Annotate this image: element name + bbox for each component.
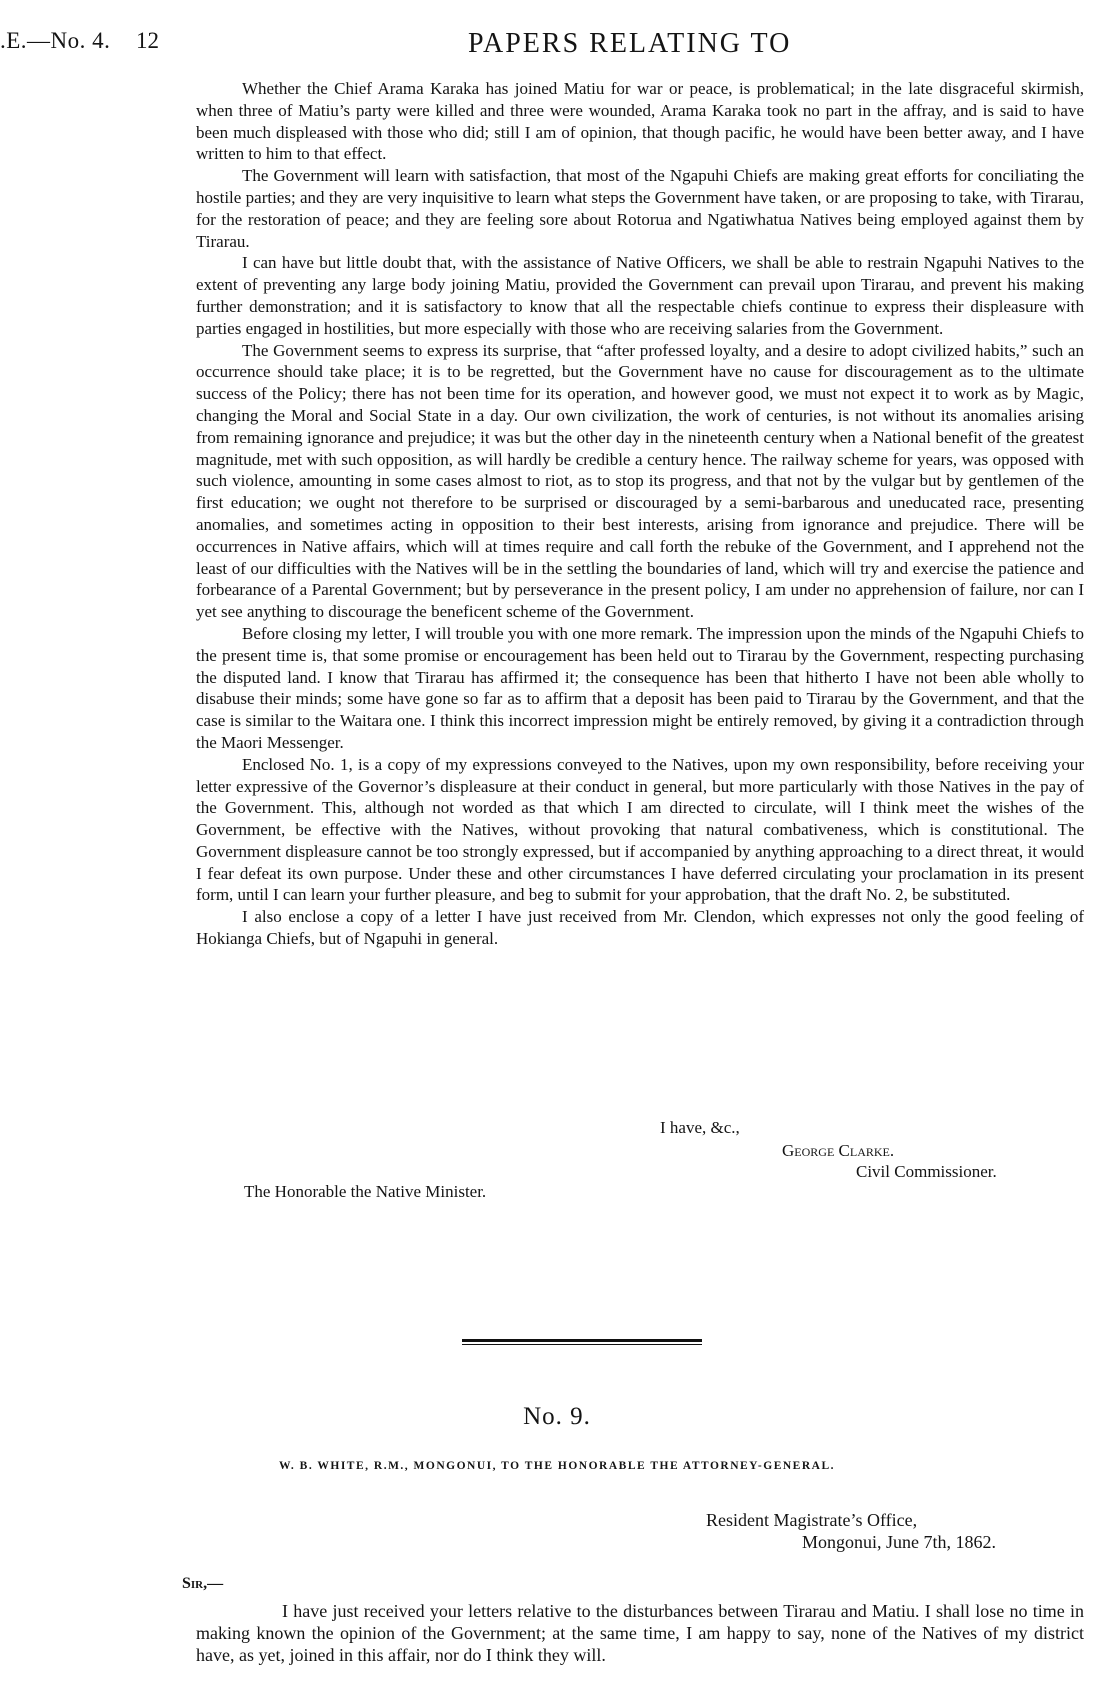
section-divider	[462, 1339, 702, 1342]
paragraph: Whether the Chief Arama Karaka has joined Matiu for war or peace, is problematical; in the late disgraceful skirmish, when three of Matiu’s party were killed and three were wounded, Arama Karaka took no part in the affray, and is said to have been much displeased with those who did; still I am of opinion, that though pacific, he would have been better away, and I have written to him to that effect.	[196, 79, 1084, 164]
section-heading: No. 9.	[523, 1403, 591, 1430]
addressee: The Honorable the Native Minister.	[244, 1182, 487, 1201]
paragraph: I also enclose a copy of a letter I have just received from Mr. Clendon, which expresses not only the good feeling of Hokianga Chiefs, but of Ngapuhi in general.	[196, 907, 1084, 949]
salutation: Sir,—	[182, 1575, 224, 1592]
page-number: 12	[136, 28, 159, 53]
paragraph: Before closing my letter, I will trouble you with one more remark. The impression upon the minds of the Ngapuhi Chiefs to the present time is, that some promise or encouragement has been held out to Tirarau by the Government, respecting purchasing the disputed land. I know that Tirarau has affirmed it; the consequence has been that hitherto I have not been able wholly to disabuse their minds; some have gone so far as to affirm that a deposit has been paid to Tirarau by the Government, and that the case is similar to the Waitara one. I think this incorrect impression might be entirely removed, by giving it a contradiction through the Maori Messenger.	[196, 623, 1084, 752]
paragraph: I can have but little doubt that, with the assistance of Native Officers, we shall be able to restrain Ngapuhi Natives to the extent of preventing any large body joining Matiu, provided the Government can prevail upon Tirarau, and prevent his making further demonstration; and it is satisfactory to know that all the respectable chiefs continue to express their displeasure with parties engaged in hostilities, but more especially with those who are receiving salaries from the Government.	[196, 253, 1084, 338]
paragraph: The Government will learn with satisfaction, that most of the Ngapuhi Chiefs are making great efforts for conciliating the hostile parties; and they are very inquisitive to learn what steps the Government have taken, or are proposing to take, with Tirarau, for the restoration of peace; and they are feeling sore about Rotorua and Ngatiwhatua Natives being employed against them by Tirarau.	[196, 166, 1084, 251]
paragraph: The Government seems to express its surprise, that “after professed loyalty, and a desire to adopt civilized habits,” such an occurrence should take place; it is to be regretted, but the Government have no cause for discouragement as to the ultimate success of the Policy; there has not been time for its operation, and however good, we must not expect it to work as by Magic, changing the Moral and Social State in a day. Our own civilization, the work of centuries, is not without its anomalies arising from remaining ignorance and prejudice; it was but the other day in the nineteenth century when a National benefit of the greatest magnitude, met with such opposition, as will hardly be credible a century hence. The railway scheme for years, was opposed with such violence, amounting in some cases almost to riot, as to stop its progress, and that not by the vulgar but by gentlemen of the first education; we ought not therefore to be surprised or discouraged by a semi-barbarous and uneducated race, presenting anomalies, and sometimes acting in opposition to their best interests, arising from ignorance and prejudice. There will be occurrences in Native affairs, which will at times require and call forth the rebuke of the Government, and I apprehend not the least of our difficulties with the Natives will be in the settling the boundaries of land, which will try and exercise the patience and forbearance of a Parental Government; but by perseverance in the present policy, I am under no apprehension of failure, nor can I yet see anything to discourage the beneficent scheme of the Government.	[196, 340, 1084, 622]
paragraph: Enclosed No. 1, is a copy of my expressions conveyed to the Natives, upon my own responsibility, before receiving your letter expressive of the Governor’s displeasure at their conduct in general, but more particularly with those Natives in the pay of the Government. This, although not worded as that which I am directed to circulate, will I think meet the wishes of the Government, be effective with the Natives, without provoking that natural combativeness, which is constitutional. The Government displeasure cannot be too strongly expressed, but if accompanied by anything approaching to a direct threat, it would I fear defeat its own purpose. Under these and other circumstances I have deferred circulating your proclamation in its present form, until I can learn your further pleasure, and beg to submit for your approbation, that the draft No. 2, be substituted.	[196, 754, 1084, 905]
document-reference: .E.—No. 4.	[0, 28, 111, 53]
section-subheading: W. B. WHITE, R.M., MONGONUI, TO THE HONORABLE THE ATTORNEY-GENERAL.	[278, 1460, 836, 1472]
closing-line: I have, &c.,	[660, 1118, 740, 1137]
paragraph: I have just received your letters relative to the disturbances between Tirarau and Matiu. I shall lose no time in making known the opinion of the Government; at the same time, I am happy to say, none of the Natives of my district have, as yet, joined in this affair, nor do I think they will.	[196, 1601, 1084, 1665]
address-line-2: Mongonui, June 7th, 1862.	[802, 1532, 997, 1552]
signature-title: Civil Commissioner.	[856, 1162, 997, 1181]
running-title: PAPERS RELATING TO	[468, 28, 792, 59]
signature: George Clarke.	[782, 1141, 895, 1160]
address-line-1: Resident Magistrate’s Office,	[706, 1510, 918, 1530]
section-divider-thin	[462, 1344, 702, 1345]
no9-letter-body	[196, 1600, 1084, 1666]
letter-body	[196, 78, 1084, 950]
